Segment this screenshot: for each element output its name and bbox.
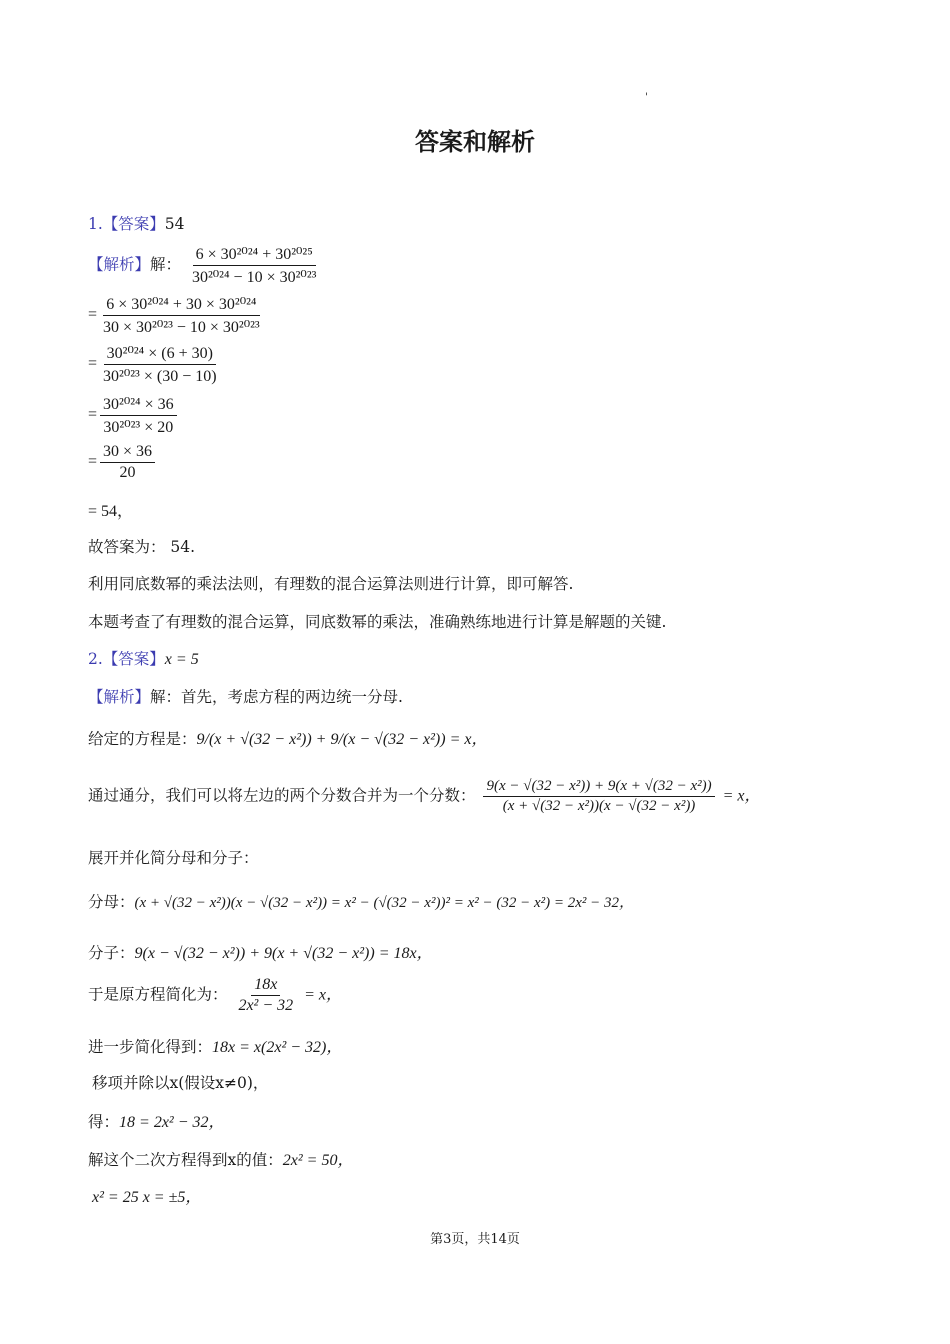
q2-solve-label: 解这个二次方程得到x的值：: [88, 1151, 283, 1169]
q1-summary: 本题考查了有理数的混合运算，同底数幂的乘法，准确熟练地进行计算是解题的关键.: [88, 613, 667, 631]
q2-answer-line: [88, 647, 199, 669]
q1-step4-numerator: 30²⁰²⁴ × 36: [100, 394, 177, 416]
q1-method: 利用同底数幂的乘法法则，有理数的混合运算法则进行计算，即可解答.: [88, 575, 574, 593]
q2-common-rhs: = x，: [722, 787, 761, 805]
q1-analysis-intro: 解：: [150, 255, 182, 274]
q1-step5-fraction: [100, 443, 155, 482]
q2-get-label: 得：: [88, 1113, 120, 1131]
q1-step1-denominator: 30²⁰²⁴ − 10 × 30²⁰²³: [191, 269, 317, 286]
q1-step3-fraction: [100, 343, 220, 386]
q2-get-line: [88, 1109, 225, 1132]
q1-step4-fraction: [100, 394, 177, 437]
q2-simplify-line: [88, 976, 342, 1015]
q2-simplify-fraction: [235, 976, 296, 1015]
q2-label: 2.【答案】: [88, 650, 165, 668]
q2-get-equation: 18 = 2x² − 32，: [119, 1114, 225, 1131]
q2-solve-equation: 2x² = 50，: [282, 1152, 354, 1169]
q2-solve-line: [88, 1147, 353, 1170]
q2-given-line: [88, 726, 487, 749]
q2-simplify-numerator: 18x: [251, 976, 280, 996]
q2-analysis-label: 【解析】: [88, 688, 151, 706]
q1-step5: = $\frac{30 \times 36}{20}$: [88, 443, 158, 482]
q2-common-label: 通过通分，我们可以将左边的两个分数合并为一个分数：: [88, 786, 476, 805]
q2-num-line: [88, 940, 433, 963]
q2-analysis-intro: 解：首先，考虑方程的两边统一分母.: [150, 688, 403, 706]
q2-den-label: 分母：: [88, 893, 135, 911]
q2-analysis-line: [88, 685, 403, 707]
q2-num-equation: 9(x − √(32 − x²)) + 9(x + √(32 − x²)) = 18x，: [134, 945, 433, 962]
q1-answer: 54: [164, 215, 185, 233]
q1-step3: = $\frac{\text{30²⁰²⁴ × (6 + 30)}}{\text{30²⁰²³ × (30 − 10)}}$: [88, 343, 223, 386]
q2-den-equation: (x + √(32 − x²))(x − √(32 − x²)) = x² − (√(32 − x²))² = x² − (32 − x²) = 2x² − 32，: [134, 895, 635, 911]
header-mark: ': [645, 92, 648, 103]
q2-given-equation: 9/(x + √(32 − x²)) + 9/(x − √(32 − x²)) = x，: [196, 731, 488, 748]
q1-step2-fraction: [100, 294, 263, 337]
q2-common-line: [88, 778, 760, 815]
q2-further-label: 进一步简化得到：: [88, 1038, 213, 1056]
q2-given-label: 给定的方程是：: [88, 730, 197, 748]
q1-step4-denominator: 30²⁰²³ × 20: [103, 419, 174, 436]
q1-step1-fraction: [189, 244, 319, 287]
q2-simplify-rhs: = x，: [304, 986, 342, 1004]
q1-step2: = $\frac{\text{6 × 30²⁰²⁴ + 30 × 30²⁰²⁴}}{\text{30 × 30²⁰²³ − 10 × 30²⁰²³}}$: [88, 294, 266, 337]
q2-expand-label: 展开并化简分母和分子：: [88, 849, 259, 867]
q2-den-line: [88, 890, 634, 912]
q1-step3-numerator: 30²⁰²⁴ × (6 + 30): [104, 343, 216, 365]
q2-num-label: 分子：: [88, 944, 135, 962]
q1-analysis-label: 【解析】: [88, 255, 151, 274]
q1-analysis-line: [88, 244, 322, 287]
q2-further-line: [88, 1034, 342, 1057]
q1-step5-denominator: 20: [119, 464, 136, 481]
page-title: 答案和解析: [415, 128, 535, 156]
q2-simplify-label: 于是原方程简化为：: [88, 985, 228, 1004]
q1-step4: = $\frac{\text{30²⁰²⁴ × 36}}{\text{30²⁰²³ × 20}}$: [88, 394, 180, 437]
q2-simplify-denominator: 2x² − 32: [238, 997, 294, 1014]
q2-divide-line: 移项并除以x(假设x≠0)，: [92, 1074, 269, 1092]
q2-common-numerator: 9(x − √(32 − x²)) + 9(x + √(32 − x²)): [483, 778, 714, 797]
q1-step2-denominator: 30 × 30²⁰²³ − 10 × 30²⁰²³: [103, 319, 260, 336]
q1-step3-denominator: 30²⁰²³ × (30 − 10): [103, 368, 217, 385]
q2-final-equation: x² = 25 x = ±5，: [92, 1189, 202, 1206]
q2-common-denominator: (x + √(32 − x²))(x − √(32 − x²)): [502, 798, 696, 814]
q2-answer: x = 5: [164, 651, 199, 668]
page-footer: 第3页，共14页: [430, 1232, 520, 1247]
q1-step5-numerator: 30 × 36: [100, 443, 155, 463]
q1-conclusion: 故答案为： 54.: [88, 538, 196, 556]
q1-step2-numerator: 6 × 30²⁰²⁴ + 30 × 30²⁰²⁴: [103, 294, 259, 316]
q1-answer-line: [88, 212, 185, 234]
q2-common-fraction: [483, 778, 714, 815]
q2-further-equation: 18x = x(2x² − 32)，: [212, 1039, 343, 1056]
q1-label: 1.【答案】: [88, 215, 165, 233]
q1-result: = 54，: [88, 503, 134, 520]
q1-step1-numerator: 6 × 30²⁰²⁴ + 30²⁰²⁵: [193, 244, 316, 266]
